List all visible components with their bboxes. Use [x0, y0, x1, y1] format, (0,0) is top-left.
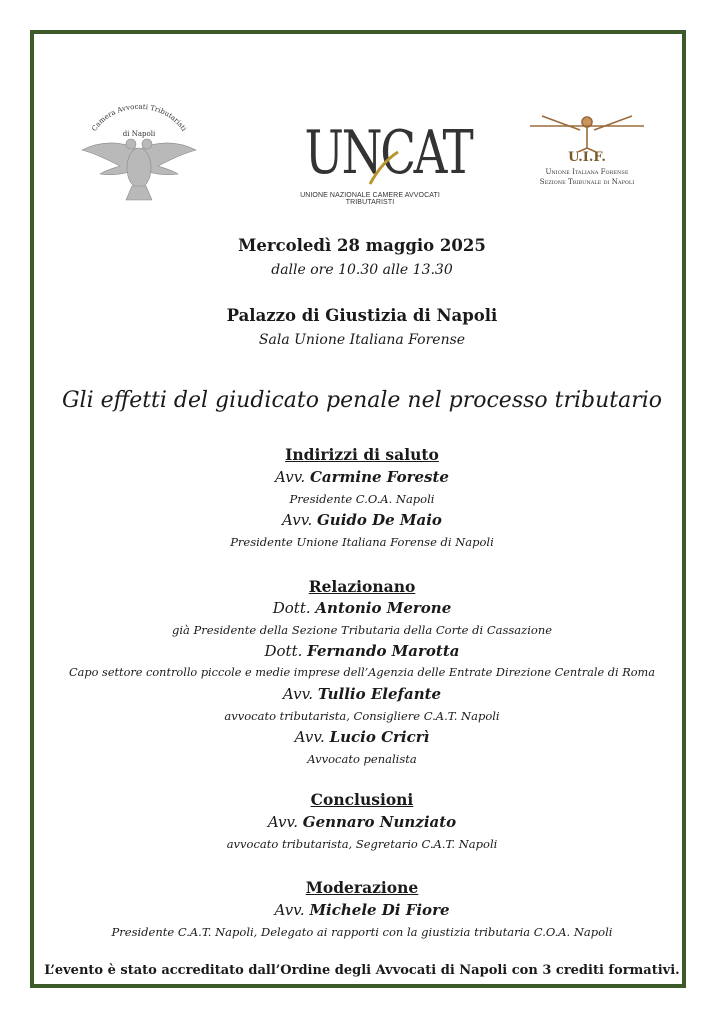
speaker-name: Dott. Antonio Merone — [272, 599, 452, 617]
speaker-role: Presidente C.O.A. Napoli — [289, 492, 435, 506]
speaker-name: Avv. Gennaro Nunziato — [267, 813, 457, 831]
speaker-role: Avvocato penalista — [307, 752, 417, 766]
section-heading-conclusioni: Conclusioni — [310, 790, 414, 809]
camera-avvocati-logo — [76, 96, 202, 208]
logo-city-text: di Napoli — [122, 130, 156, 138]
section-heading-relazionano: Relazionano — [308, 577, 416, 596]
accreditation-note: L’evento è stato accreditato dall’Ordine degli Avvocati di Napoli con 3 crediti formativi. — [44, 963, 680, 978]
event-date: Mercoledì 28 maggio 2025 — [238, 236, 486, 255]
event-title: Gli effetti del giudicato penale nel processo tributario — [61, 388, 663, 413]
speaker-role: avvocato tributarista, Consigliere C.A.T. Napoli — [224, 709, 500, 723]
uif-logo — [522, 112, 652, 192]
section-heading-saluto: Indirizzi di saluto — [285, 445, 439, 464]
speaker-name: Avv. Carmine Foreste — [275, 468, 449, 486]
event-hours: dalle ore 10.30 alle 13.30 — [271, 262, 453, 278]
uncat-subtitle: UNIONE NAZIONALE CAMERE AVVOCATI TRIBUTARISTI — [300, 192, 440, 206]
speaker-name: Avv. Tullio Elefante — [282, 685, 442, 703]
event-venue: Palazzo di Giustizia di Napoli — [226, 306, 498, 325]
uif-line-1: Unione Italiana Forense — [545, 168, 629, 176]
logo-arc-text: Camera Avvocati Tributaristi — [90, 102, 188, 133]
speaker-role: Presidente Unione Italiana Forense di Napoli — [230, 535, 494, 549]
speaker-name: Avv. Lucio Cricrì — [294, 728, 430, 746]
uif-abbreviation: U.I.F. — [568, 150, 606, 165]
speaker-name: Avv. Guido De Maio — [282, 511, 442, 529]
speaker-role: avvocato tributarista, Segretario C.A.T. Napoli — [226, 837, 498, 851]
speaker-name: Dott. Fernando Marotta — [264, 642, 460, 660]
section-heading-moderazione: Moderazione — [305, 878, 419, 897]
vitruvian-man-icon — [522, 112, 652, 152]
speaker-role: Presidente C.A.T. Napoli, Delegato ai rapporti con la giustizia tributaria C.O.A. Napoli — [111, 925, 613, 939]
speaker-role: Capo settore controllo piccole e medie imprese dell’Agenzia delle Entrate Direzione Centrale di Roma — [69, 666, 655, 679]
speaker-name: Avv. Michele Di Fiore — [274, 901, 450, 919]
uncat-wordmark: UNCAT — [304, 118, 472, 188]
uncat-logo — [286, 118, 472, 210]
uif-line-2: Sezione Tribunale di Napoli — [539, 178, 635, 186]
speaker-role: già Presidente della Sezione Tributaria della Corte di Cassazione — [171, 623, 553, 637]
event-room: Sala Unione Italiana Forense — [258, 332, 466, 348]
